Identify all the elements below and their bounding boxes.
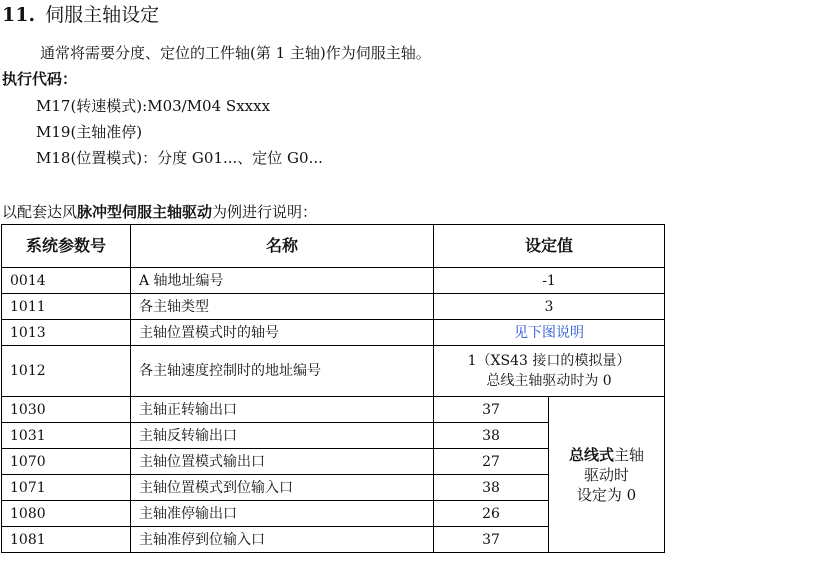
merged-note-line2: 驱动时 (584, 465, 630, 484)
param-cell: 0014 (2, 268, 131, 294)
see-diagram-link[interactable]: 见下图说明 (434, 320, 665, 346)
param-cell: 1080 (2, 501, 131, 527)
name-cell: 主轴反转输出口 (131, 423, 434, 449)
table-row (2, 397, 665, 423)
name-cell: 主轴位置模式到位输入口 (131, 475, 434, 501)
example-note (2, 201, 317, 223)
table-row (2, 294, 665, 320)
code-line-m17: M17(转速模式):M03/M04 Sxxxx (36, 97, 271, 115)
value-cell: 27 (434, 449, 549, 475)
param-cell: 1013 (2, 320, 131, 346)
section-heading (2, 2, 159, 28)
section-number: 11. (2, 4, 36, 26)
section-title: 伺服主轴设定 (45, 4, 160, 26)
name-cell: 各主轴类型 (131, 294, 434, 320)
code-line-m19: M19(主轴准停) (36, 123, 143, 141)
name-cell: 主轴准停到位输入口 (131, 527, 434, 553)
name-cell: 主轴位置模式时的轴号 (131, 320, 434, 346)
code-line-m18: M18(位置模式)：分度 G01...、定位 G0... (36, 149, 323, 167)
param-cell: 1011 (2, 294, 131, 320)
value-cell: 38 (434, 423, 549, 449)
param-cell: 1012 (2, 346, 131, 397)
merged-note-line3: 设定为 0 (576, 485, 637, 504)
value-cell: 26 (434, 501, 549, 527)
value-cell: 37 (434, 397, 549, 423)
value-cell: 38 (434, 475, 549, 501)
header-param: 系统参数号 (2, 225, 131, 268)
value-line-1: 1（XS43 接口的模拟量） (467, 353, 631, 369)
note-prefix: 以配套达风 (2, 203, 78, 221)
name-cell: 主轴准停输出口 (131, 501, 434, 527)
param-cell: 1081 (2, 527, 131, 553)
param-cell: 1030 (2, 397, 131, 423)
name-cell: 主轴位置模式输出口 (131, 449, 434, 475)
table-header-row (2, 225, 665, 268)
note-suffix: 为例进行说明： (212, 203, 318, 221)
param-cell: 1070 (2, 449, 131, 475)
header-name: 名称 (131, 225, 434, 268)
value-cell: -1 (434, 268, 665, 294)
value-cell: 3 (434, 294, 665, 320)
name-cell: 主轴正转输出口 (131, 397, 434, 423)
exec-code-label: 执行代码： (2, 70, 78, 88)
name-cell: 各主轴速度控制时的地址编号 (131, 346, 434, 397)
value-cell: 37 (434, 527, 549, 553)
header-value: 设定值 (434, 225, 665, 268)
merged-note-cell (549, 397, 665, 553)
intro-paragraph: 通常将需要分度、定位的工件轴(第 1 主轴)作为伺服主轴。 (40, 44, 431, 62)
note-bold: 脉冲型伺服主轴驱动 (77, 203, 213, 221)
name-cell: A 轴地址编号 (131, 268, 434, 294)
value-line-2: 总线主轴驱动时为 0 (486, 373, 612, 389)
value-cell (434, 346, 665, 397)
merged-note-line1: 主轴 (614, 445, 645, 464)
table-row (2, 346, 665, 397)
table-row (2, 320, 665, 346)
param-cell: 1031 (2, 423, 131, 449)
table-row (2, 268, 665, 294)
param-cell: 1071 (2, 475, 131, 501)
merged-note-bold: 总线式 (568, 445, 614, 464)
parameter-table (1, 224, 665, 553)
